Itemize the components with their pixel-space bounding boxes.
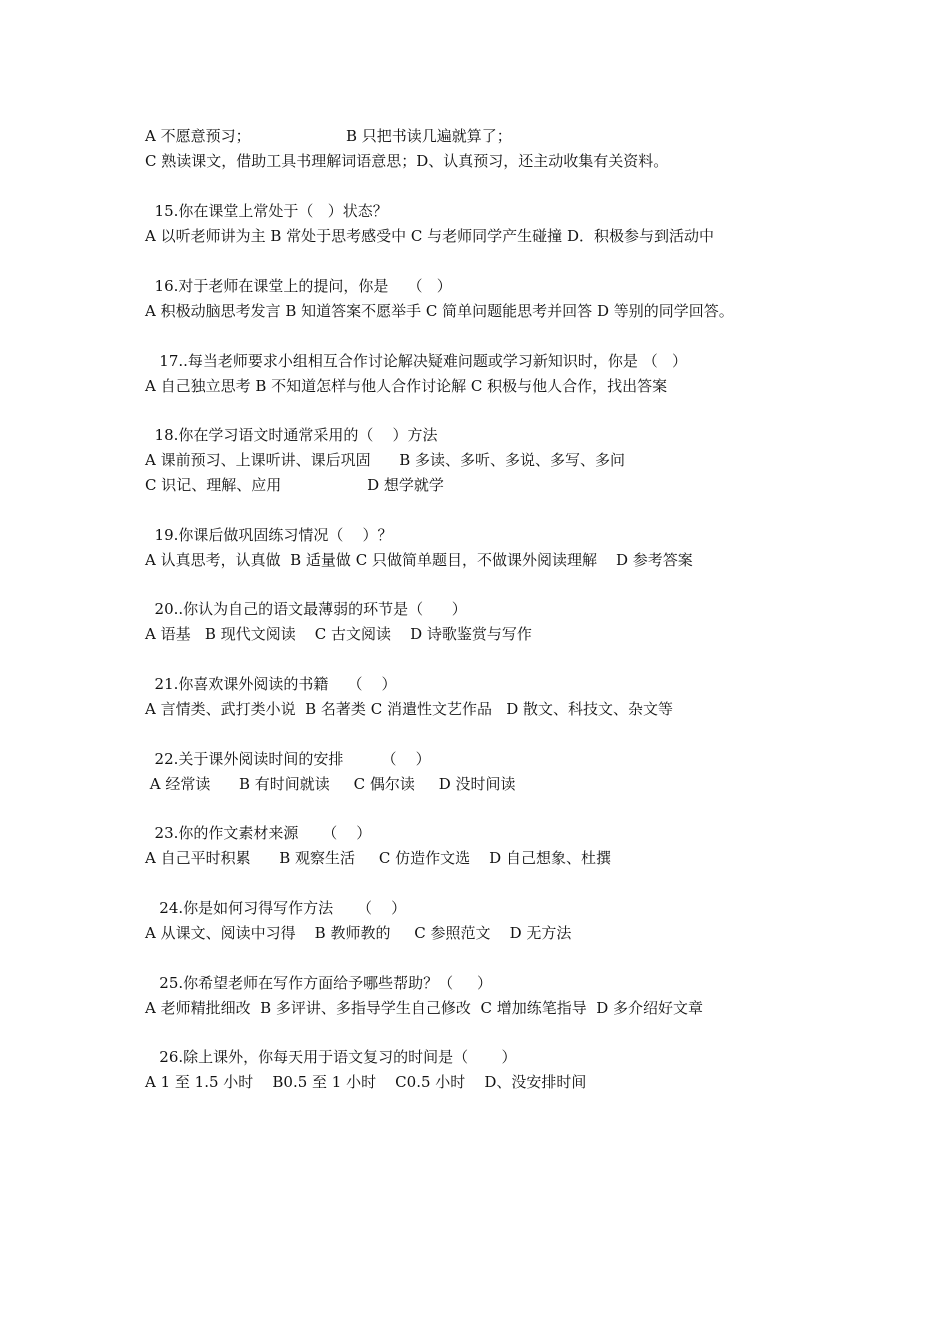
options-26: A 1 至 1.5 小时 B0.5 至 1 小时 C0.5 小时 D、没安排时间	[145, 1073, 587, 1091]
options-18a: A 课前预习、上课听讲、课后巩固 B 多读、多听、多说、多写、多问	[145, 451, 626, 469]
options-18b: C 识记、理解、应用 D 想学就学	[145, 476, 444, 494]
question-20: 20..你认为自己的语文最薄弱的环节是（ ）	[145, 600, 467, 618]
options-17: A 自己独立思考 B 不知道怎样与他人合作讨论解 C 积极与他人合作，找出答案	[145, 377, 668, 395]
question-18: 18.你在学习语文时通常采用的（ ）方法	[145, 426, 438, 444]
options-25: A 老师精批细改 B 多评讲、多指导学生自己修改 C 增加练笔指导 D 多介绍好文章	[145, 999, 704, 1017]
options-20: A 语基 B 现代文阅读 C 古文阅读 D 诗歌鉴赏与写作	[145, 625, 532, 643]
option-line-14a: A 不愿意预习； B 只把书读几遍就算了；	[145, 127, 512, 145]
options-19: A 认真思考，认真做 B 适量做 C 只做简单题目，不做课外阅读理解 D 参考答案	[145, 551, 693, 569]
question-24: 24.你是如何习得写作方法 （ ）	[145, 899, 407, 917]
question-26: 26.除上课外，你每天用于语文复习的时间是（ ）	[145, 1048, 517, 1066]
options-16: A 积极动脑思考发言 B 知道答案不愿举手 C 简单问题能思考并回答 D 等别的同学回答。	[145, 302, 734, 320]
question-23: 23.你的作文素材来源 （ ）	[145, 824, 372, 842]
options-15: A 以听老师讲为主 B 常处于思考感受中 C 与老师同学产生碰撞 D．积极参与到活动中	[145, 227, 714, 245]
options-21: A 言情类、武打类小说 B 名著类 C 消遣性文艺作品 D 散文、科技文、杂文等	[145, 700, 674, 718]
options-24: A 从课文、阅读中习得 B 教师教的 C 参照范文 D 无方法	[145, 924, 572, 942]
question-25: 25.你希望老师在写作方面给予哪些帮助？（ ）	[145, 974, 493, 992]
question-15: 15.你在课堂上常处于（ ）状态？	[145, 202, 388, 220]
question-19: 19.你课后做巩固练习情况（ ）？	[145, 526, 393, 544]
options-23: A 自己平时积累 B 观察生活 C 仿造作文选 D 自己想象、杜撰	[145, 849, 611, 867]
options-22: A 经常读 B 有时间就读 C 偶尔读 D 没时间读	[145, 775, 516, 793]
question-17: 17..每当老师要求小组相互合作讨论解决疑难问题或学习新知识时，你是 （ ）	[145, 352, 688, 370]
option-line-14b: C 熟读课文，借助工具书理解词语意思；D、认真预习，还主动收集有关资料。	[145, 152, 669, 170]
question-22: 22.关于课外阅读时间的安排 （ ）	[145, 750, 431, 768]
question-21: 21.你喜欢课外阅读的书籍 （ ）	[145, 675, 397, 693]
question-16: 16.对于老师在课堂上的提问，你是 （ ）	[145, 277, 452, 295]
